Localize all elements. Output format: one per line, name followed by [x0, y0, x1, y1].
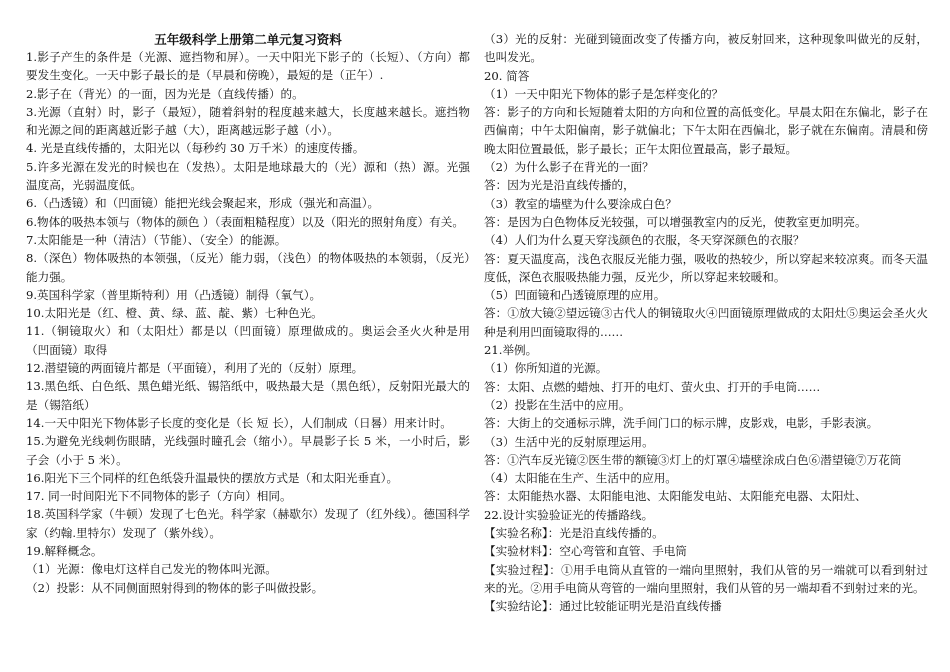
- a-21-4: 答：太阳能热水器、太阳能电池、太阳能发电站、太阳能充电器、太阳灶、: [484, 489, 867, 504]
- a-21-2: 答：大街上的交通标示牌，洗手间门口的标示牌，皮影戏，电影，手影表演。: [484, 416, 879, 431]
- q-21-4: （4）太阳能在生产、生活中的应用。: [484, 471, 677, 486]
- q-21-3: （3）生活中光的反射原理运用。: [484, 434, 654, 449]
- item-4: 4. 光是直线传播的，太阳光以（每秒约 30 万千米）的速度传播。: [26, 141, 365, 156]
- a-21-3: 答：①汽车反光镜②医生带的额镜③灯上的灯罩④墙壁涂成白色⑥潜望镜⑦万花筒: [484, 452, 902, 467]
- item-17: 17. 同一时间阳光下不同物体的影子（方向）相同。: [26, 489, 292, 504]
- item-19-2: （2）投影：从不同侧面照射得到的物体的影子叫做投影。: [26, 580, 324, 595]
- q-21-1: （1）你所知道的光源。: [484, 361, 608, 376]
- item-19-1: （1）光源：像电灯这样自己发光的物体叫光源。: [26, 562, 277, 577]
- q-21-2: （2）投影在生活中的应用。: [484, 397, 631, 412]
- a-20-1: 答：影子的方向和长短随着太阳的方向和位置的高低变化。早晨太阳在东偏北，影子在西偏南；中午太阳偏南，影子就偏北；下午太阳在西偏北，影子就在东偏南。清晨和傍晚太阳位置最低，影子最长；正午太阳位置最高，影子最短。: [484, 105, 928, 156]
- item-16: 16.阳光下三个同样的红色纸袋升温最快的摆放方式是（和太阳光垂直）。: [26, 470, 399, 485]
- item-3: 3.光源（直射）时，影子（最短），随着斜射的程度越来越大，长度越来越长。遮挡物和光源之间的距离越近影子越（大），距离越远影子越（小）。: [26, 104, 470, 138]
- a-20-2: 答：因为光是沿直线传播的，: [484, 178, 635, 193]
- item-12: 12.潜望镜的两面镜片都是（平面镜），利用了光的（反射）原理。: [26, 361, 364, 376]
- q-20-3: （3）教室的墙壁为什么要涂成白色？: [484, 196, 677, 211]
- experiment-process: 【实验过程】：①用手电筒从直管的一端向里照射，我们从管的另一端就可以看到射过来的光。②用手电筒从弯管的一端向里照射，我们从管的另一端却看不到射过来的光。: [484, 562, 928, 595]
- q-20-2: （2）为什么影子在背光的一面？: [484, 160, 654, 175]
- item-8: 8.（深色）物体吸热的本领强，（反光）能力弱，（浅色）的物体吸热的本领弱，（反光）能力强。: [26, 251, 470, 284]
- item-2: 2.影子在（背光）的一面，因为光是（直线传播）的。: [26, 86, 304, 101]
- item-22-heading: 22.设计实验验证光的传播路线。: [484, 507, 654, 522]
- item-7: 7.太阳能是一种（清洁）（节能）、（安全）的能源。: [26, 232, 287, 247]
- item-11: 11.（铜镜取火）和（太阳灶）都是以（凹面镜）原理做成的。奥运会圣火火种是用（凹面镜）取得: [26, 324, 470, 357]
- item-10: 10.太阳光是（红、橙、黄、绿、蓝、靛、紫）七种色光。: [26, 306, 323, 321]
- page-title: 五年级科学上册第二单元复习资料: [154, 32, 342, 47]
- a-21-1: 答：太阳、点燃的蜡烛、打开的电灯、萤火虫、打开的手电筒……: [484, 379, 821, 394]
- item-1: 1.影子产生的条件是（光源、遮挡物和屏）。一天中阳光下影子的（长短）、（方向）都要发生变化。一天中影子最长的是（早晨和傍晚），最短的是（正午）.: [26, 50, 470, 83]
- right-column: [484, 30, 928, 616]
- item-6b: 6.物体的吸热本领与（物体的颜色 ）（表面粗糙程度）以及（阳光的照射角度）有关。: [26, 214, 464, 229]
- a-20-3: 答：是因为白色物体反光较强，可以增强教室内的反光，使教室更加明亮。: [484, 214, 867, 229]
- item-6a: 6.（凸透镜）和（凹面镜）能把光线会聚起来，形成（强光和高温）。: [26, 196, 380, 211]
- q-20-5: （5）凹面镜和凸透镜原理的应用。: [484, 288, 666, 303]
- experiment-conclusion: 【实验结论】：通过比较能证明光是沿直线传播: [484, 599, 722, 614]
- item-9: 9.英国科学家（普里斯特利）用（凸透镜）制得（氧气）。: [26, 287, 322, 302]
- item-19-heading: 19.解释概念。: [26, 544, 103, 559]
- item-18: 18.英国科学家（牛顿）发现了七色光。科学家（赫歇尔）发现了（红外线）。德国科学家（约翰.里特尔）发现了（紫外线）。: [26, 507, 470, 540]
- q-20-1: （1）一天中阳光下物体的影子是怎样变化的？: [484, 86, 724, 101]
- item-20-heading: 20. 简答: [484, 68, 530, 83]
- item-13: 13.黑色纸、白色纸、黑色蜡光纸、锡箔纸中，吸热最大是（黑色纸），反射阳光最大的是（锡箔纸）: [26, 379, 470, 412]
- item-5: 5.许多光源在发光的时候也在（发热）。太阳是地球最大的（光）源和（热）源。光强温度高，光弱温度低。: [26, 159, 470, 193]
- item-21-heading: 21.举例。: [484, 343, 538, 358]
- item-14: 14.一天中阳光下物体影子长度的变化是（长 短 长），人们制成（日晷）用来计时。: [26, 415, 452, 430]
- left-column: [26, 48, 470, 597]
- experiment-materials: 【实验材料】：空心弯管和直管、手电筒: [484, 544, 687, 559]
- q-20-4: （4）人们为什么夏天穿浅颜色的衣服，冬天穿深颜色的衣服？: [484, 233, 805, 248]
- item-19-3: （3）光的反射：光碰到镜面改变了传播方向，被反射回来，这种现象叫做光的反射，也叫发光。: [484, 32, 928, 65]
- experiment-name: 【实验名称】：光是沿直线传播的。: [484, 526, 664, 541]
- a-20-5: 答：①放大镜②望远镜③古代人的铜镜取火④凹面镜原理做成的太阳灶⑤奥运会圣火火种是利用凹面镜取得的……: [484, 306, 928, 339]
- a-20-4: 答：夏天温度高，浅色衣服反光能力强，吸收的热较少，所以穿起来较凉爽。而冬天温度低，深色衣服吸热能力强，反光少，所以穿起来较暖和。: [484, 251, 928, 284]
- item-15: 15.为避免光线刺伤眼睛，光线强时瞳孔会（缩小）。早晨影子长 5 米，一小时后，影子会（小于 5 米）。: [26, 434, 470, 467]
